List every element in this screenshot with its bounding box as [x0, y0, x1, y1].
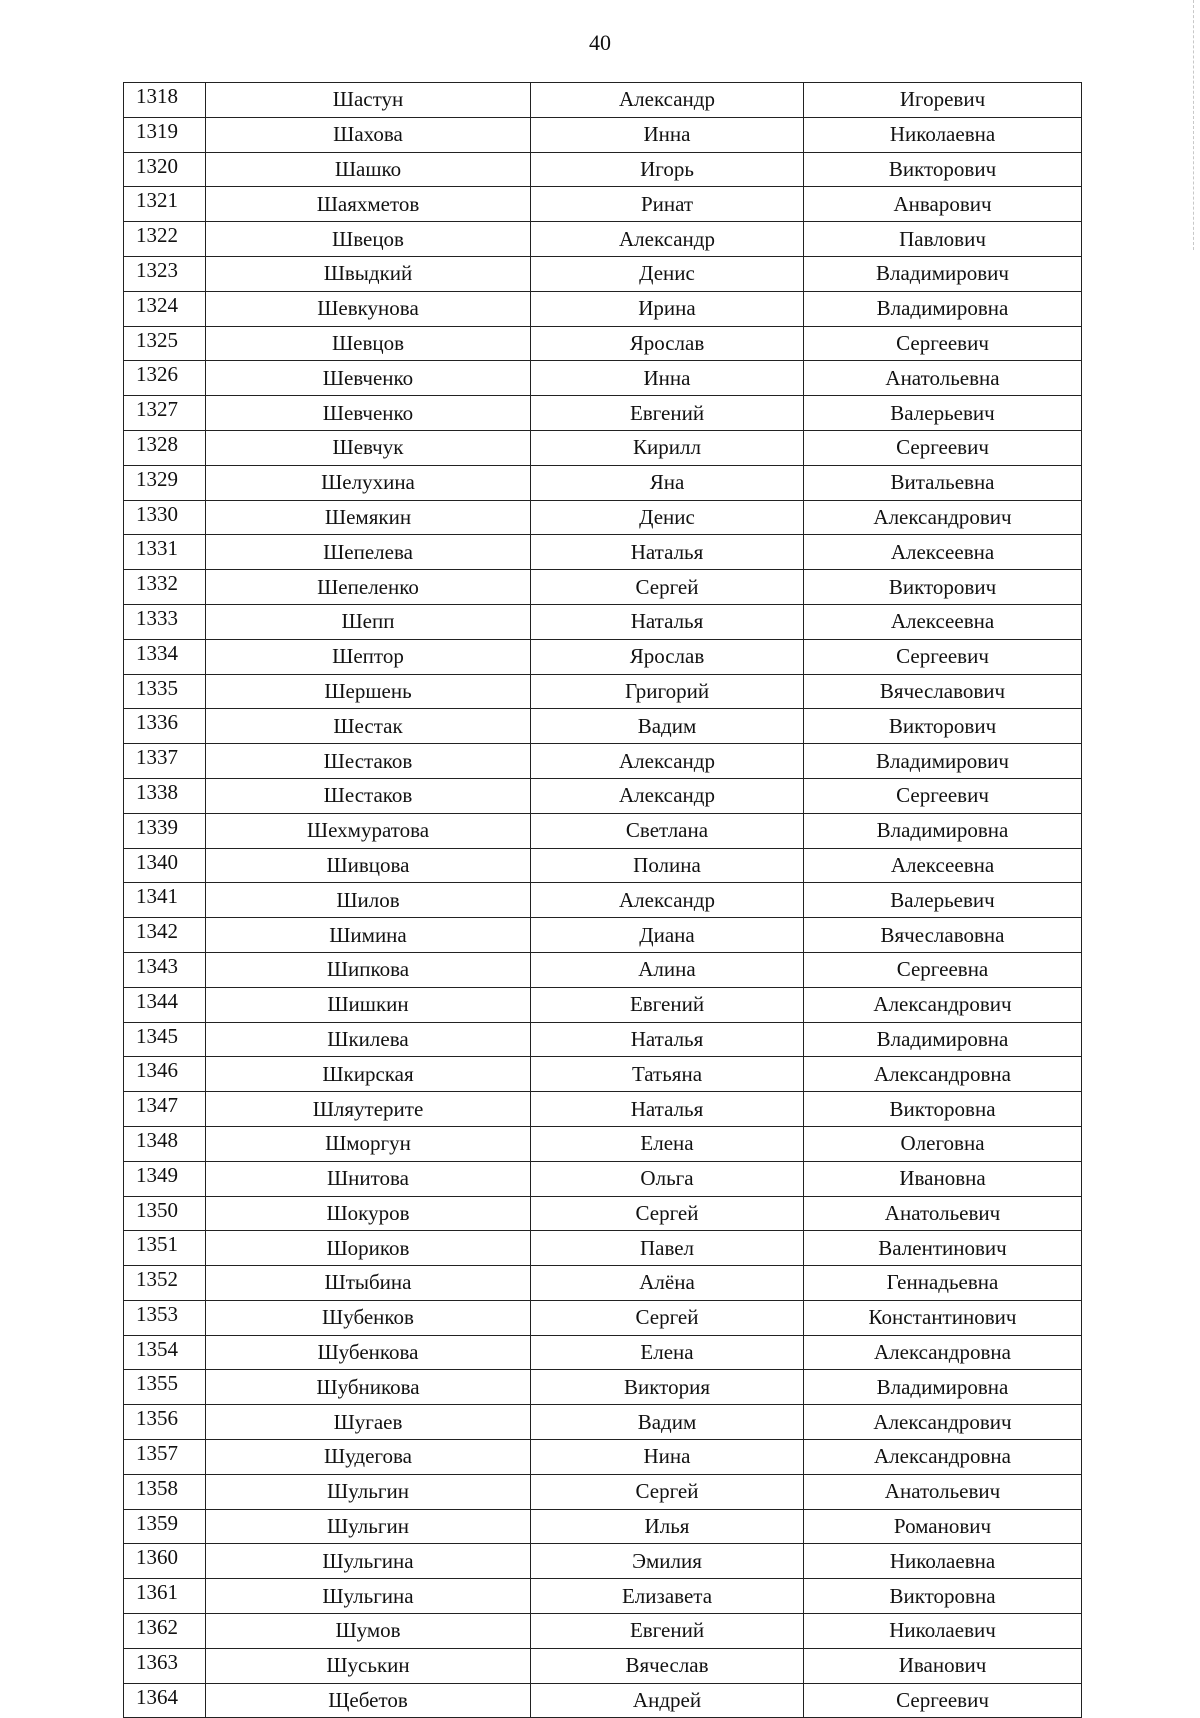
last-name-cell: Шморгун [206, 1126, 531, 1161]
last-name-cell: Шумов [206, 1614, 531, 1649]
patronymic-cell: Николаевна [804, 1544, 1082, 1579]
row-number-cell: 1352 [124, 1266, 206, 1301]
table-row [124, 744, 1082, 779]
patronymic-cell: Сергеевич [804, 778, 1082, 813]
row-number-cell: 1357 [124, 1440, 206, 1475]
table-row [124, 848, 1082, 883]
patronymic-cell: Сергеевна [804, 952, 1082, 987]
row-number-cell: 1340 [124, 848, 206, 883]
first-name-cell: Эмилия [531, 1544, 804, 1579]
patronymic-cell: Павлович [804, 222, 1082, 257]
patronymic-cell: Владимирович [804, 256, 1082, 291]
row-number-cell: 1323 [124, 256, 206, 291]
page-number: 40 [589, 30, 611, 55]
patronymic-cell: Николаевна [804, 117, 1082, 152]
patronymic-cell: Николаевич [804, 1614, 1082, 1649]
first-name-cell: Александр [531, 83, 804, 118]
table-row [124, 1231, 1082, 1266]
last-name-cell: Шишкин [206, 987, 531, 1022]
row-number-cell: 1347 [124, 1092, 206, 1127]
patronymic-cell: Романович [804, 1509, 1082, 1544]
patronymic-cell: Витальевна [804, 465, 1082, 500]
last-name-cell: Штыбина [206, 1266, 531, 1301]
first-name-cell: Вадим [531, 1405, 804, 1440]
row-number-cell: 1341 [124, 883, 206, 918]
table-row [124, 361, 1082, 396]
first-name-cell: Александр [531, 883, 804, 918]
patronymic-cell: Алексеевна [804, 604, 1082, 639]
row-number-cell: 1360 [124, 1544, 206, 1579]
last-name-cell: Шевкунова [206, 291, 531, 326]
last-name-cell: Шульгина [206, 1579, 531, 1614]
table-row [124, 570, 1082, 605]
table-row [124, 430, 1082, 465]
table-row [124, 500, 1082, 535]
patronymic-cell: Анатольевич [804, 1196, 1082, 1231]
last-name-cell: Шульгина [206, 1544, 531, 1579]
row-number-cell: 1363 [124, 1648, 206, 1683]
last-name-cell: Шестак [206, 709, 531, 744]
row-number-cell: 1324 [124, 291, 206, 326]
patronymic-cell: Сергеевич [804, 326, 1082, 361]
row-number-cell: 1348 [124, 1126, 206, 1161]
row-number-cell: 1356 [124, 1405, 206, 1440]
first-name-cell: Денис [531, 256, 804, 291]
patronymic-cell: Олеговна [804, 1126, 1082, 1161]
last-name-cell: Шориков [206, 1231, 531, 1266]
patronymic-cell: Вячеславовна [804, 918, 1082, 953]
last-name-cell: Щебетов [206, 1683, 531, 1718]
patronymic-cell: Викторович [804, 570, 1082, 605]
last-name-cell: Шаяхметов [206, 187, 531, 222]
row-number-cell: 1333 [124, 604, 206, 639]
first-name-cell: Евгений [531, 987, 804, 1022]
row-number-cell: 1318 [124, 83, 206, 118]
row-number-cell: 1350 [124, 1196, 206, 1231]
table-row [124, 1126, 1082, 1161]
row-number-cell: 1325 [124, 326, 206, 361]
row-number-cell: 1361 [124, 1579, 206, 1614]
first-name-cell: Диана [531, 918, 804, 953]
last-name-cell: Швецов [206, 222, 531, 257]
table-row [124, 1405, 1082, 1440]
table-row [124, 465, 1082, 500]
table-row [124, 1614, 1082, 1649]
last-name-cell: Шкилева [206, 1022, 531, 1057]
row-number-cell: 1322 [124, 222, 206, 257]
first-name-cell: Наталья [531, 1092, 804, 1127]
patronymic-cell: Александрович [804, 500, 1082, 535]
row-number-cell: 1358 [124, 1474, 206, 1509]
row-number-cell: 1362 [124, 1614, 206, 1649]
first-name-cell: Елена [531, 1335, 804, 1370]
first-name-cell: Инна [531, 361, 804, 396]
row-number-cell: 1346 [124, 1057, 206, 1092]
scan-edge-mark [1191, 0, 1194, 250]
table-row [124, 1579, 1082, 1614]
first-name-cell: Сергей [531, 1474, 804, 1509]
first-name-cell: Наталья [531, 604, 804, 639]
table-row [124, 1648, 1082, 1683]
table-row [124, 1683, 1082, 1718]
first-name-cell: Александр [531, 778, 804, 813]
last-name-cell: Шимина [206, 918, 531, 953]
table-row [124, 117, 1082, 152]
row-number-cell: 1342 [124, 918, 206, 953]
row-number-cell: 1344 [124, 987, 206, 1022]
table-row [124, 639, 1082, 674]
first-name-cell: Сергей [531, 1300, 804, 1335]
first-name-cell: Наталья [531, 535, 804, 570]
first-name-cell: Наталья [531, 1022, 804, 1057]
first-name-cell: Татьяна [531, 1057, 804, 1092]
patronymic-cell: Сергеевич [804, 430, 1082, 465]
last-name-cell: Шастун [206, 83, 531, 118]
row-number-cell: 1327 [124, 396, 206, 431]
first-name-cell: Вячеслав [531, 1648, 804, 1683]
table-row [124, 83, 1082, 118]
patronymic-cell: Викторовна [804, 1092, 1082, 1127]
table-row [124, 1266, 1082, 1301]
roster-body [124, 83, 1082, 1718]
last-name-cell: Шепп [206, 604, 531, 639]
patronymic-cell: Игоревич [804, 83, 1082, 118]
patronymic-cell: Александрович [804, 987, 1082, 1022]
patronymic-cell: Владимировна [804, 1370, 1082, 1405]
patronymic-cell: Анварович [804, 187, 1082, 222]
first-name-cell: Вадим [531, 709, 804, 744]
first-name-cell: Ринат [531, 187, 804, 222]
patronymic-cell: Алексеевна [804, 535, 1082, 570]
table-row [124, 187, 1082, 222]
last-name-cell: Шубенкова [206, 1335, 531, 1370]
patronymic-cell: Александровна [804, 1440, 1082, 1475]
first-name-cell: Виктория [531, 1370, 804, 1405]
table-row [124, 987, 1082, 1022]
last-name-cell: Шашко [206, 152, 531, 187]
table-row [124, 1474, 1082, 1509]
last-name-cell: Шивцова [206, 848, 531, 883]
row-number-cell: 1330 [124, 500, 206, 535]
last-name-cell: Шевцов [206, 326, 531, 361]
last-name-cell: Шептор [206, 639, 531, 674]
table-row [124, 1544, 1082, 1579]
patronymic-cell: Геннадьевна [804, 1266, 1082, 1301]
first-name-cell: Светлана [531, 813, 804, 848]
first-name-cell: Кирилл [531, 430, 804, 465]
patronymic-cell: Владимировна [804, 291, 1082, 326]
row-number-cell: 1337 [124, 744, 206, 779]
first-name-cell: Яна [531, 465, 804, 500]
last-name-cell: Шилов [206, 883, 531, 918]
last-name-cell: Шипкова [206, 952, 531, 987]
table-row [124, 1300, 1082, 1335]
row-number-cell: 1335 [124, 674, 206, 709]
first-name-cell: Илья [531, 1509, 804, 1544]
patronymic-cell: Анатольевна [804, 361, 1082, 396]
table-row [124, 326, 1082, 361]
last-name-cell: Шкирская [206, 1057, 531, 1092]
table-row [124, 291, 1082, 326]
row-number-cell: 1334 [124, 639, 206, 674]
patronymic-cell: Сергеевич [804, 1683, 1082, 1718]
first-name-cell: Евгений [531, 1614, 804, 1649]
patronymic-cell: Александровна [804, 1335, 1082, 1370]
table-row [124, 1161, 1082, 1196]
last-name-cell: Шудегова [206, 1440, 531, 1475]
patronymic-cell: Владимирович [804, 744, 1082, 779]
first-name-cell: Григорий [531, 674, 804, 709]
row-number-cell: 1321 [124, 187, 206, 222]
row-number-cell: 1351 [124, 1231, 206, 1266]
first-name-cell: Алина [531, 952, 804, 987]
roster-table [123, 82, 1082, 1718]
first-name-cell: Инна [531, 117, 804, 152]
last-name-cell: Шахова [206, 117, 531, 152]
row-number-cell: 1349 [124, 1161, 206, 1196]
last-name-cell: Шляутерите [206, 1092, 531, 1127]
last-name-cell: Шокуров [206, 1196, 531, 1231]
first-name-cell: Александр [531, 744, 804, 779]
patronymic-cell: Валерьевич [804, 396, 1082, 431]
row-number-cell: 1328 [124, 430, 206, 465]
table-row [124, 1440, 1082, 1475]
row-number-cell: 1338 [124, 778, 206, 813]
last-name-cell: Шемякин [206, 500, 531, 535]
row-number-cell: 1353 [124, 1300, 206, 1335]
last-name-cell: Шевченко [206, 396, 531, 431]
last-name-cell: Шульгин [206, 1474, 531, 1509]
row-number-cell: 1336 [124, 709, 206, 744]
table-row [124, 1370, 1082, 1405]
patronymic-cell: Викторович [804, 152, 1082, 187]
patronymic-cell: Константинович [804, 1300, 1082, 1335]
patronymic-cell: Владимировна [804, 813, 1082, 848]
table-row [124, 1335, 1082, 1370]
table-row [124, 152, 1082, 187]
row-number-cell: 1326 [124, 361, 206, 396]
patronymic-cell: Викторовна [804, 1579, 1082, 1614]
table-row [124, 778, 1082, 813]
patronymic-cell: Ивановна [804, 1161, 1082, 1196]
last-name-cell: Шевчук [206, 430, 531, 465]
patronymic-cell: Валерьевич [804, 883, 1082, 918]
table-row [124, 674, 1082, 709]
patronymic-cell: Вячеславович [804, 674, 1082, 709]
first-name-cell: Нина [531, 1440, 804, 1475]
last-name-cell: Шуськин [206, 1648, 531, 1683]
first-name-cell: Ярослав [531, 326, 804, 361]
first-name-cell: Ольга [531, 1161, 804, 1196]
table-row [124, 813, 1082, 848]
last-name-cell: Шнитова [206, 1161, 531, 1196]
row-number-cell: 1329 [124, 465, 206, 500]
table-row [124, 952, 1082, 987]
last-name-cell: Шевченко [206, 361, 531, 396]
table-row [124, 1022, 1082, 1057]
last-name-cell: Шубникова [206, 1370, 531, 1405]
row-number-cell: 1320 [124, 152, 206, 187]
first-name-cell: Евгений [531, 396, 804, 431]
row-number-cell: 1332 [124, 570, 206, 605]
patronymic-cell: Анатольевич [804, 1474, 1082, 1509]
last-name-cell: Шелухина [206, 465, 531, 500]
row-number-cell: 1345 [124, 1022, 206, 1057]
first-name-cell: Сергей [531, 1196, 804, 1231]
patronymic-cell: Александровна [804, 1057, 1082, 1092]
table-row [124, 883, 1082, 918]
table-row [124, 256, 1082, 291]
last-name-cell: Швыдкий [206, 256, 531, 291]
last-name-cell: Шепелева [206, 535, 531, 570]
last-name-cell: Шульгин [206, 1509, 531, 1544]
last-name-cell: Шугаев [206, 1405, 531, 1440]
table-row [124, 396, 1082, 431]
row-number-cell: 1364 [124, 1683, 206, 1718]
first-name-cell: Андрей [531, 1683, 804, 1718]
row-number-cell: 1339 [124, 813, 206, 848]
table-row [124, 709, 1082, 744]
patronymic-cell: Александрович [804, 1405, 1082, 1440]
row-number-cell: 1331 [124, 535, 206, 570]
first-name-cell: Павел [531, 1231, 804, 1266]
table-row [124, 604, 1082, 639]
row-number-cell: 1319 [124, 117, 206, 152]
table-row [124, 1092, 1082, 1127]
last-name-cell: Шепеленко [206, 570, 531, 605]
first-name-cell: Ярослав [531, 639, 804, 674]
first-name-cell: Ирина [531, 291, 804, 326]
table-row [124, 1057, 1082, 1092]
first-name-cell: Алёна [531, 1266, 804, 1301]
patronymic-cell: Валентинович [804, 1231, 1082, 1266]
table-row [124, 1509, 1082, 1544]
row-number-cell: 1354 [124, 1335, 206, 1370]
last-name-cell: Шехмуратова [206, 813, 531, 848]
first-name-cell: Денис [531, 500, 804, 535]
first-name-cell: Полина [531, 848, 804, 883]
table-row [124, 222, 1082, 257]
first-name-cell: Сергей [531, 570, 804, 605]
first-name-cell: Игорь [531, 152, 804, 187]
last-name-cell: Шестаков [206, 778, 531, 813]
table-row [124, 535, 1082, 570]
last-name-cell: Шестаков [206, 744, 531, 779]
patronymic-cell: Алексеевна [804, 848, 1082, 883]
patronymic-cell: Викторович [804, 709, 1082, 744]
table-row [124, 1196, 1082, 1231]
first-name-cell: Елена [531, 1126, 804, 1161]
patronymic-cell: Сергеевич [804, 639, 1082, 674]
last-name-cell: Шубенков [206, 1300, 531, 1335]
first-name-cell: Александр [531, 222, 804, 257]
row-number-cell: 1359 [124, 1509, 206, 1544]
row-number-cell: 1343 [124, 952, 206, 987]
last-name-cell: Шершень [206, 674, 531, 709]
row-number-cell: 1355 [124, 1370, 206, 1405]
patronymic-cell: Владимировна [804, 1022, 1082, 1057]
first-name-cell: Елизавета [531, 1579, 804, 1614]
table-row [124, 918, 1082, 953]
patronymic-cell: Иванович [804, 1648, 1082, 1683]
